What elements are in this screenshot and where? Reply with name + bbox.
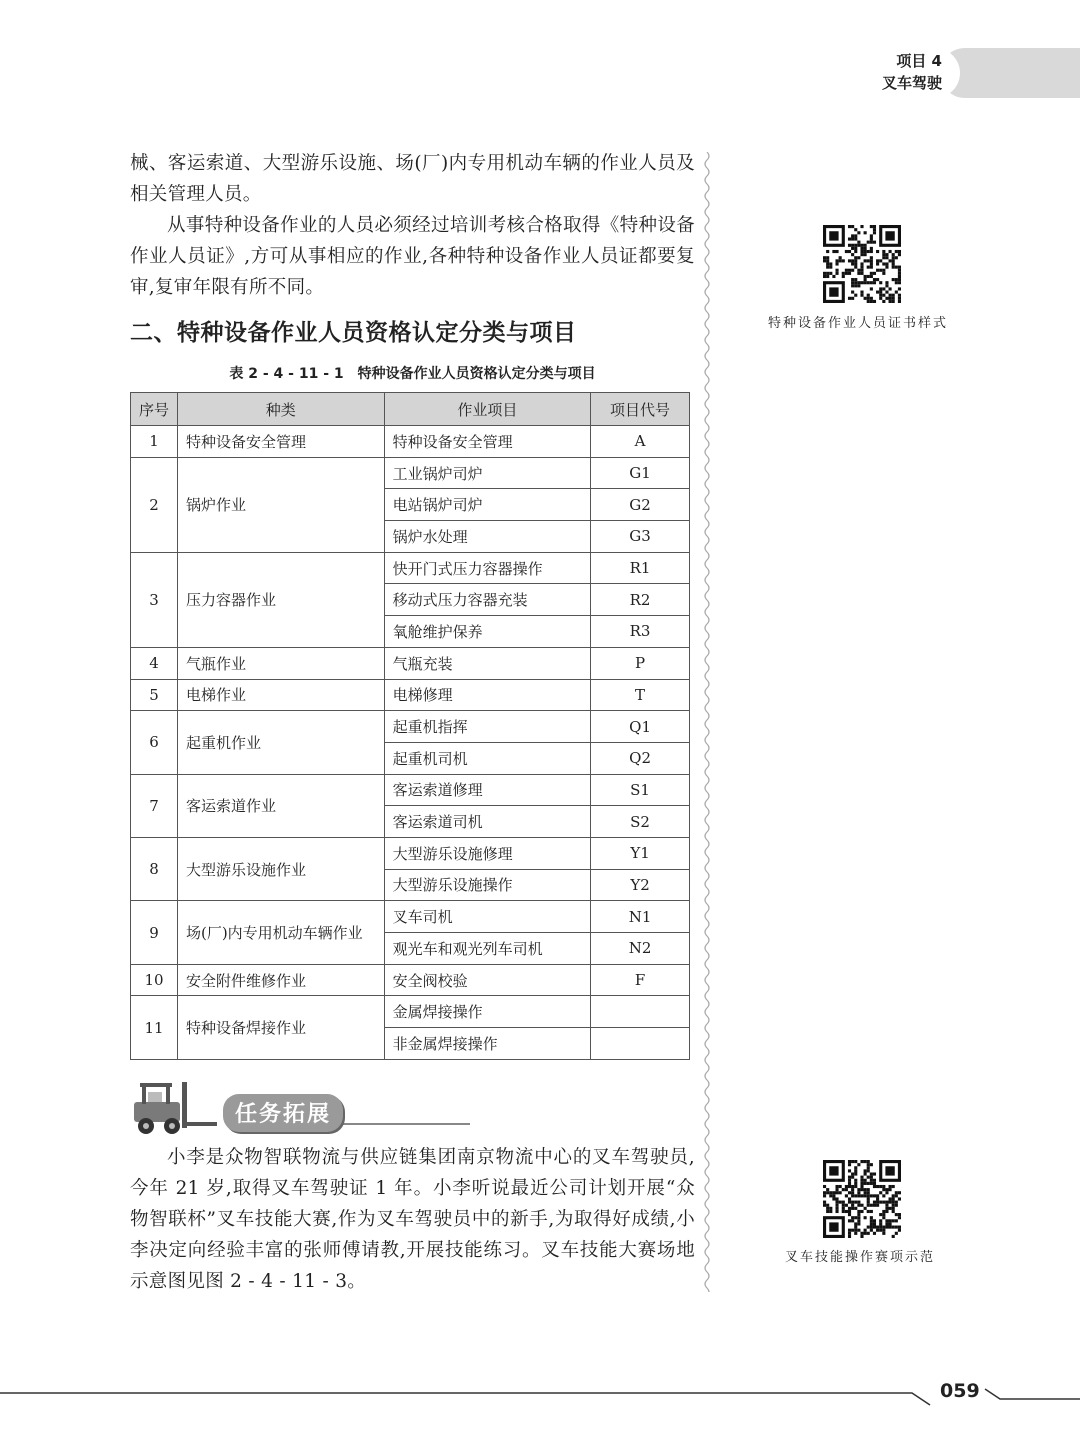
cell-category: 电梯作业 xyxy=(177,679,384,711)
cell-item: 叉车司机 xyxy=(384,901,591,933)
header-title: 叉车驾驶 xyxy=(881,74,942,92)
running-header xyxy=(882,50,942,94)
cell-item: 气瓶充装 xyxy=(384,647,591,679)
cell-item: 客运索道修理 xyxy=(384,774,591,806)
cell-item: 起重机司机 xyxy=(384,742,591,774)
task-text-block xyxy=(130,1142,695,1297)
cell-code: Y2 xyxy=(591,869,690,901)
cell-code: A xyxy=(591,426,690,458)
cell-code: F xyxy=(591,964,690,996)
table-row xyxy=(131,901,690,933)
table-row xyxy=(131,774,690,806)
cell-code: S2 xyxy=(591,806,690,838)
cell-item: 起重机指挥 xyxy=(384,711,591,743)
qualification-table xyxy=(130,392,690,1060)
cell-item: 快开门式压力容器操作 xyxy=(384,552,591,584)
cell-item: 锅炉水处理 xyxy=(384,521,591,553)
table-row xyxy=(131,679,690,711)
cell-item: 大型游乐设施修理 xyxy=(384,837,591,869)
cell-code: G1 xyxy=(591,457,690,489)
cell-item: 电梯修理 xyxy=(384,679,591,711)
qr-code-icon[interactable] xyxy=(823,225,901,303)
banner-title: 任务拓展 xyxy=(223,1094,343,1132)
header-project: 项目 4 xyxy=(896,52,942,70)
cell-no: 6 xyxy=(131,711,178,774)
cell-code: R1 xyxy=(591,552,690,584)
cell-item: 安全阀校验 xyxy=(384,964,591,996)
cell-code: G3 xyxy=(591,521,690,553)
cell-code: N1 xyxy=(591,901,690,933)
banner-underline xyxy=(320,1123,470,1125)
cell-no: 5 xyxy=(131,679,178,711)
table-row xyxy=(131,837,690,869)
cell-category: 锅炉作业 xyxy=(177,457,384,552)
cell-no: 2 xyxy=(131,457,178,552)
cell-category: 特种设备焊接作业 xyxy=(177,996,384,1059)
cell-no: 11 xyxy=(131,996,178,1059)
cell-no: 1 xyxy=(131,426,178,458)
cell-item: 氧舱维护保养 xyxy=(384,616,591,648)
cell-code: R2 xyxy=(591,584,690,616)
cell-category: 压力容器作业 xyxy=(177,552,384,647)
cell-code: S1 xyxy=(591,774,690,806)
cell-item: 非金属焊接操作 xyxy=(384,1028,591,1060)
intro-paragraph-1: 械、客运索道、大型游乐设施、场(厂)内专用机动车辆的作业人员及相关管理人员。 xyxy=(130,153,695,205)
table-body xyxy=(131,426,690,1060)
cell-code: N2 xyxy=(591,933,690,965)
header-no: 序号 xyxy=(131,393,178,426)
cell-item: 观光车和观光列车司机 xyxy=(384,933,591,965)
table-row xyxy=(131,996,690,1028)
table-row xyxy=(131,426,690,458)
cell-code: G2 xyxy=(591,489,690,521)
cell-category: 气瓶作业 xyxy=(177,647,384,679)
table-row xyxy=(131,964,690,996)
cell-code: P xyxy=(591,647,690,679)
header-tab xyxy=(940,48,1080,98)
section-heading: 二、特种设备作业人员资格认定分类与项目 xyxy=(130,320,577,346)
cell-category: 起重机作业 xyxy=(177,711,384,774)
table-header-row xyxy=(131,393,690,426)
table-caption: 表 2 - 4 - 11 - 1 特种设备作业人员资格认定分类与项目 xyxy=(229,366,596,382)
footer-rule xyxy=(0,1385,1080,1415)
cell-no: 9 xyxy=(131,901,178,964)
cell-no: 4 xyxy=(131,647,178,679)
qr-caption-certificate: 特种设备作业人员证书样式 xyxy=(768,316,949,331)
forklift-icon xyxy=(130,1080,220,1138)
cell-no: 8 xyxy=(131,837,178,900)
cell-code: Q2 xyxy=(591,742,690,774)
qr-code-icon[interactable] xyxy=(823,1160,901,1238)
column-divider xyxy=(702,152,712,1292)
cell-code: R3 xyxy=(591,616,690,648)
cell-code: Q1 xyxy=(591,711,690,743)
header-code: 项目代号 xyxy=(591,393,690,426)
table-row xyxy=(131,457,690,489)
cell-no: 10 xyxy=(131,964,178,996)
table-row xyxy=(131,552,690,584)
cell-code xyxy=(591,1028,690,1060)
header-category: 种类 xyxy=(177,393,384,426)
cell-category: 安全附件维修作业 xyxy=(177,964,384,996)
qr-caption-demo: 叉车技能操作赛项示范 xyxy=(785,1250,936,1265)
header-item: 作业项目 xyxy=(384,393,591,426)
task-paragraph: 小李是众物智联物流与供应链集团南京物流中心的叉车驾驶员,今年 21 岁,取得叉车驾驶证 1 年。小李听说最近公司计划开展“众物智联杯”叉车技能大赛,作为叉车驾驶员中的新手,为取得好成绩,小李决定向经验丰富的张师傅请教,开展技能练习。叉车技能大赛场地示意图见图 2 - 4 - 11 - 3。 xyxy=(130,1147,695,1292)
cell-category: 场(厂)内专用机动车辆作业 xyxy=(177,901,384,964)
main-column xyxy=(130,148,695,1060)
cell-code xyxy=(591,996,690,1028)
cell-item: 工业锅炉司炉 xyxy=(384,457,591,489)
cell-item: 电站锅炉司炉 xyxy=(384,489,591,521)
table-row xyxy=(131,711,690,743)
cell-item: 客运索道司机 xyxy=(384,806,591,838)
page-number: 059 xyxy=(940,1380,980,1402)
cell-code: T xyxy=(591,679,690,711)
cell-category: 客运索道作业 xyxy=(177,774,384,837)
cell-category: 大型游乐设施作业 xyxy=(177,837,384,900)
cell-category: 特种设备安全管理 xyxy=(177,426,384,458)
cell-no: 7 xyxy=(131,774,178,837)
table-row xyxy=(131,647,690,679)
cell-no: 3 xyxy=(131,552,178,647)
intro-paragraph-2: 从事特种设备作业的人员必须经过培训考核合格取得《特种设备作业人员证》,方可从事相应的作业,各种特种设备作业人员证都要复审,复审年限有所不同。 xyxy=(130,215,695,298)
cell-item: 金属焊接操作 xyxy=(384,996,591,1028)
cell-item: 大型游乐设施操作 xyxy=(384,869,591,901)
cell-item: 特种设备安全管理 xyxy=(384,426,591,458)
cell-code: Y1 xyxy=(591,837,690,869)
cell-item: 移动式压力容器充装 xyxy=(384,584,591,616)
task-extension-banner xyxy=(130,1080,470,1138)
